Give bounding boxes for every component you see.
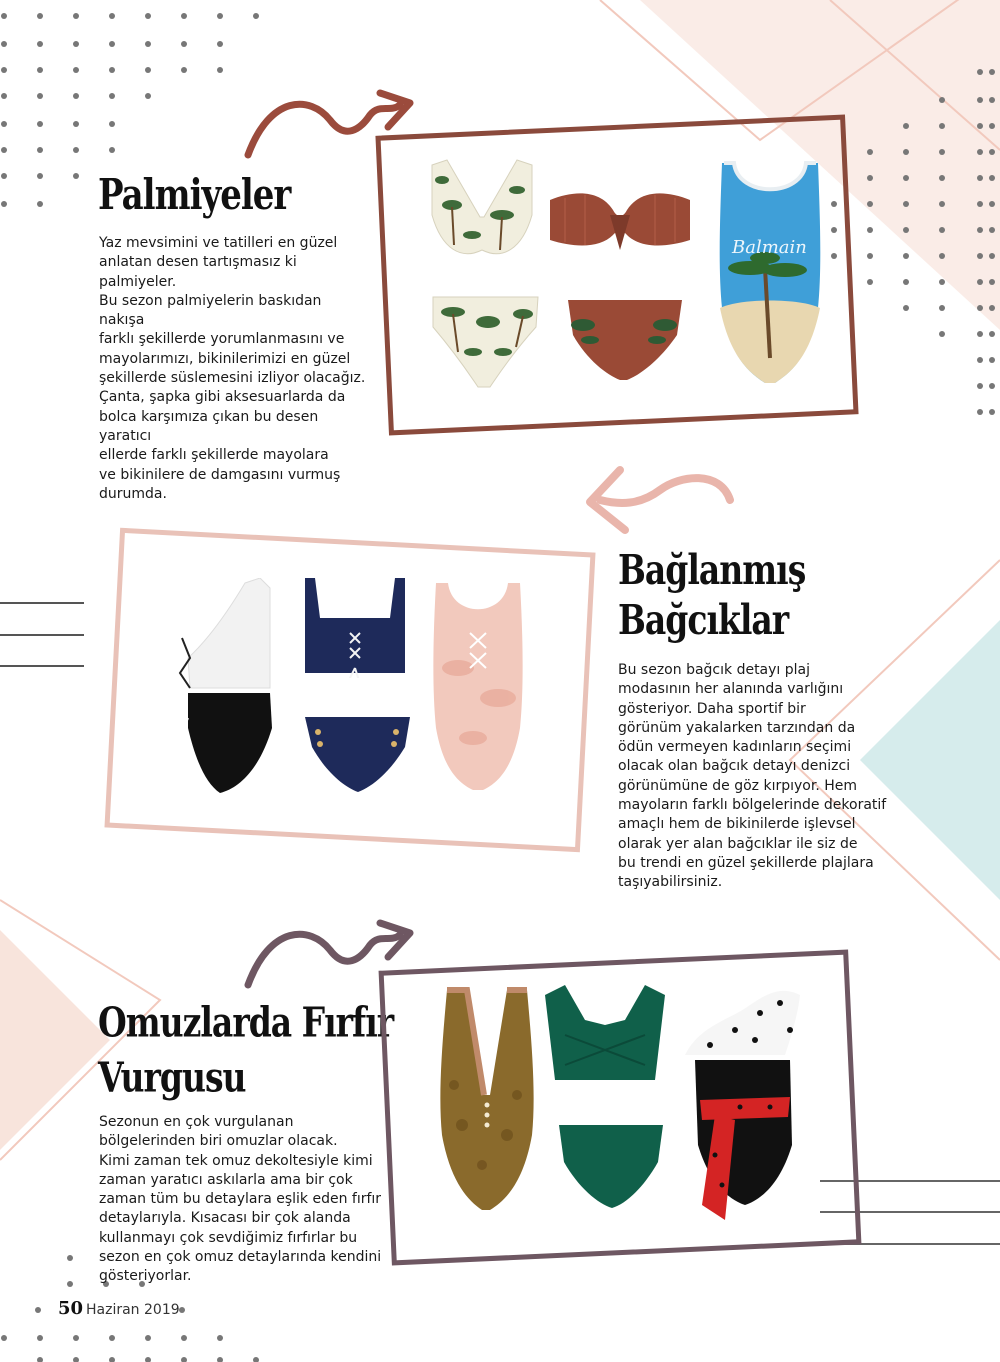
text-line: Bu sezon palmiyelerin baskıdan nakışa [99,292,322,329]
text-line: anlatan desen tartışmasız ki palmiyeler. [99,254,297,290]
text-line: görünüm yakalarken tarzından da [618,719,856,736]
title-line: Bağcıklar [618,595,789,644]
text-line: zaman yaratıcı askılarla ama bir çok [99,1171,353,1188]
section-body-omuzlarda [99,1113,384,1287]
text-line: görünümüne de göz kırpıyor. Hem [618,777,858,794]
polka-dot-ruffle-swimsuit [680,985,810,1235]
text-line: gösteriyor. Daha sportif bir [618,700,806,717]
white-black-laced-swimsuit [160,578,285,798]
navy-lace-up-bikini-bottom [300,712,415,802]
text-line: sezon en çok omuz detaylarında kendini [99,1249,382,1266]
title-line: Vurgusu [98,1052,246,1102]
balmain-logo: Balmain [732,237,807,258]
navy-lace-up-bikini-top [300,578,410,678]
paisley-halter-swimsuit [432,985,542,1215]
text-line: mayolarımızı, bikinilerimizi en güzel [99,350,351,367]
text-line: detaylarıyla. Kısacası bir çok alanda [99,1210,351,1227]
green-ruffle-bikini-top [540,985,670,1085]
brown-palm-bottom [565,295,685,385]
text-line: modasının her alanında varlığını [618,681,844,698]
green-high-waist-bottom [556,1122,666,1212]
section-title-palmiyeler: Palmiyeler [98,170,291,220]
text-line: şekillerde süslemesini izliyor olacağız. [99,370,366,387]
text-line: olacak olan bağcık detayı denizci [618,758,851,775]
text-line: olarak yer alan bağcıklar ile siz de [618,835,858,852]
text-line: Çanta, şapka gibi aksesuarlarda da [99,389,346,406]
pink-floral-laced-swimsuit [428,578,528,793]
text-line: Yaz mevsimini ve tatilleri en güzel [99,235,338,251]
title-line: Omuzlarda Fırfır [98,997,394,1047]
arrow-icon [580,460,750,550]
text-line: zaman tüm bu detaylara eşlik eden fırfır [99,1191,382,1208]
text-line: kullanmayı çok sevdiğimiz fırfırlar bu [99,1229,358,1246]
brown-bandeau-top [545,190,695,255]
text-line: ve bikinilere de damgasını vurmuş [99,466,341,483]
text-line: Bu sezon bağcık detayı plaj [618,662,811,678]
text-line: mayoların farklı bölgelerinde dekoratif [618,797,887,814]
section-body-palmiyeler [99,234,369,504]
page-number: 50 [58,1298,84,1319]
text-line: ödün vermeyen kadınların seçimi [618,739,852,756]
palm-bikini-bottom [428,292,543,392]
section-body-baglanmis [618,661,908,893]
text-line: farklı şekillerde yorumlanmasını ve [99,331,345,348]
text-line: ellerde farklı şekillerde mayolara [99,447,329,464]
text-line: taşıyabilirsiniz. [618,874,723,891]
text-line: amaçlı hem de bikinilerde işlevsel [618,816,856,833]
text-line: bolca karşımıza çıkan bu desen yaratıcı [99,408,319,444]
text-line: bu trendi en güzel şekillerde plajlara [618,854,874,871]
section-title-baglanmis [618,545,805,645]
text-line: Sezonun en çok vurgulanan [99,1114,294,1130]
text-line: durumda. [99,485,167,502]
issue-date: Haziran 2019 [86,1302,180,1318]
text-line: bölgelerinden biri omuzlar olacak. [99,1133,338,1150]
palm-bikini-top [422,155,542,270]
section-title-omuzlarda [98,995,393,1105]
text-line: gösteriyorlar. [99,1268,192,1285]
title-line: Bağlanmış [618,545,806,594]
balmain-swimsuit [710,158,830,388]
text-line: Kimi zaman tek omuz dekoltesiyle kimi [99,1152,373,1169]
